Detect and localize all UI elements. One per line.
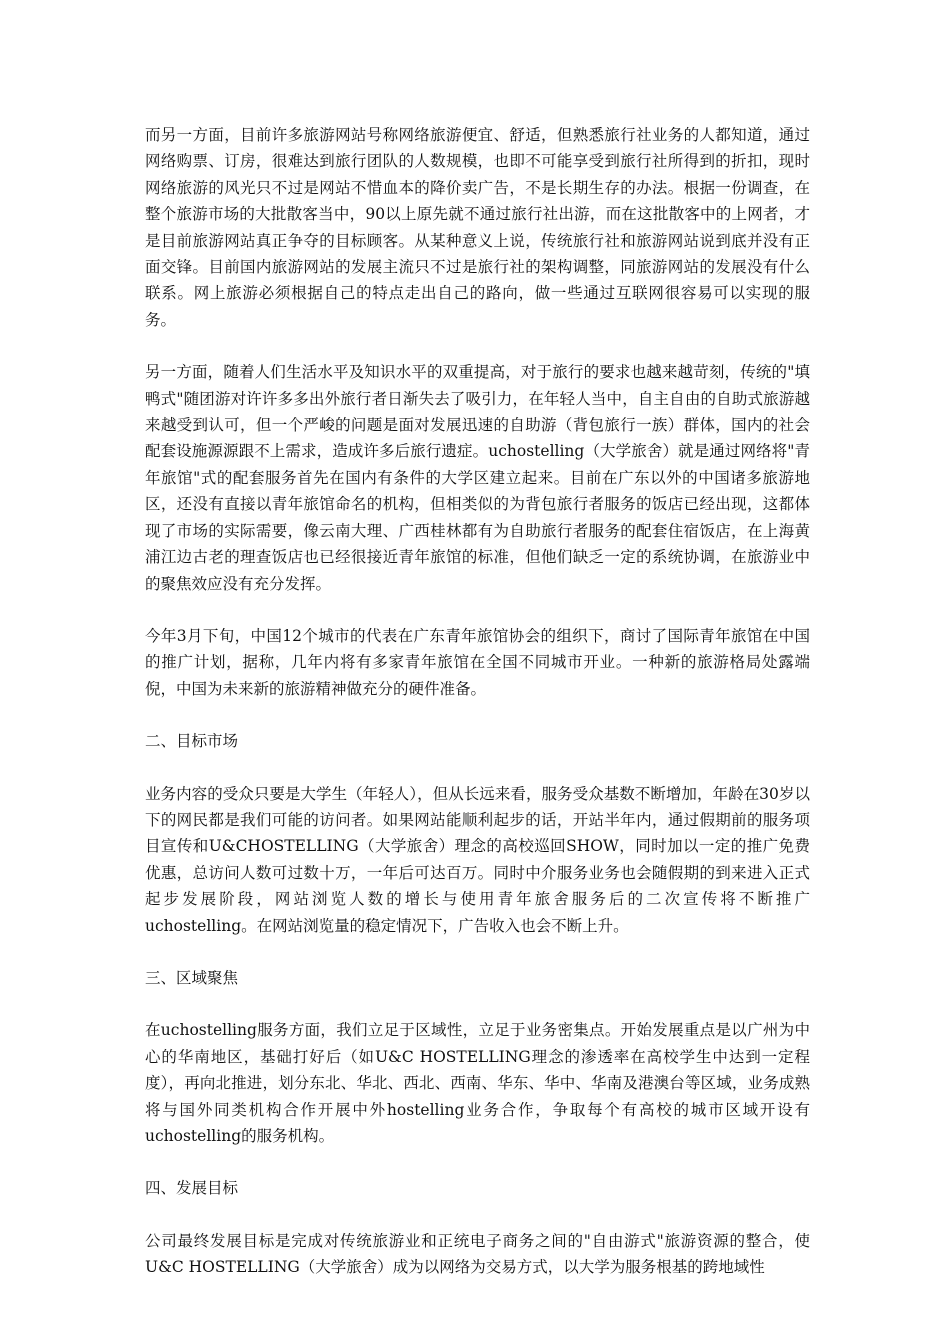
paragraph-target-market: 业务内容的受众只要是大学生（年轻人），但从长远来看，服务受众基数不断增加，年龄在30岁以下的网民都是我们可能的访问者。如果网站能顺利起步的话，开站半年内，通过假期前的服务项目宣传和U&CHOSTELLING（大学旅舍）理念的高校巡回SHOW，同时加以一定的推广免费优惠，总访问人数可过数十万，一年后可达百万。同时中介服务业务也会随假期的到来进入正式起步发展阶段，网站浏览人数的增长与使用青年旅舍服务后的二次宣传将不断推广uchostelling。在网站浏览量的稳定情况下，广告收入也会不断上升。	[145, 784, 810, 935]
paragraph-online-travel-sites: 而另一方面，目前许多旅游网站号称网络旅游便宜、舒适，但熟悉旅行社业务的人都知道，通过网络购票、订房，很难达到旅行团队的人数规模，也即不可能享受到旅行社所得到的折扣，现时网络旅游的风光只不过是网站不惜血本的降价卖广告，不是长期生存的办法。根据一份调查，在整个旅游市场的大批散客当中，90以上原先就不通过旅行社出游，而在这批散客中的上网者，才是目前旅游网站真正争夺的目标顾客。从某种意义上说，传统旅行社和旅游网站说到底并没有正面交锋。目前国内旅游网站的发展主流只不过是旅行社的架构调整，同旅游网站的发展没有什么联系。网上旅游必须根据自己的特点走出自己的路向，做一些通过互联网很容易可以实现的服务。	[145, 126, 810, 329]
section-heading-regional-focus: 三、区域聚焦	[145, 968, 239, 987]
section-heading-target-market: 二、目标市场	[145, 732, 239, 751]
paragraph-development-goals: 公司最终发展目标是完成对传统旅游业和正统电子商务之间的"自由游式"旅游资源的整合，使U&C HOSTELLING（大学旅舍）成为以网络为交易方式，以大学为服务根基的跨地域性	[145, 1231, 810, 1277]
paragraph-youth-hostel-plan: 今年3月下旬，中国12个城市的代表在广东青年旅馆协会的组织下，商讨了国际青年旅馆在中国的推广计划，据称，几年内将有多家青年旅馆在全国不同城市开业。一种新的旅游格局处露端倪，中国为未来新的旅游精神做充分的硬件准备。	[145, 626, 810, 698]
document-body	[145, 122, 810, 1307]
paragraph-regional-focus: 在uchostelling服务方面，我们立足于区域性，立足于业务密集点。开始发展重点是以广州为中心的华南地区，基础打好后（如U&C HOSTELLING理念的渗透率在高校学生中达到一定程度），再向北推进，划分东北、华北、西北、西南、华东、华中、华南及港澳台等区域，业务成熟将与国外同类机构合作开展中外hostelling业务合作，争取每个有高校的城市区域开设有uchostelling的服务机构。	[145, 1021, 810, 1145]
section-heading-development-goals: 四、发展目标	[145, 1179, 239, 1198]
paragraph-self-guided-travel: 另一方面，随着人们生活水平及知识水平的双重提高，对于旅行的要求也越来越苛刻，传统的"填鸭式"随团游对许许多多出外旅行者日渐失去了吸引力，在年轻人当中，自主自由的自助式旅游越来越受到认可，但一个严峻的问题是面对发展迅速的自助游（背包旅行一族）群体，国内的社会配套设施源源跟不上需求，造成许多后旅行遗症。uchostelling（大学旅舍）就是通过网络将"青年旅馆"式的配套服务首先在国内有条件的大学区建立起来。目前在广东以外的中国诸多旅游地区，还没有直接以青年旅馆命名的机构，但相类似的为背包旅行者服务的饭店已经出现，这都体现了市场的实际需要，像云南大理、广西桂林都有为自助旅行者服务的配套住宿饭店，在上海黄浦江边古老的理查饭店也已经很接近青年旅馆的标准，但他们缺乏一定的系统协调，在旅游业中的聚焦效应没有充分发挥。	[145, 363, 810, 593]
